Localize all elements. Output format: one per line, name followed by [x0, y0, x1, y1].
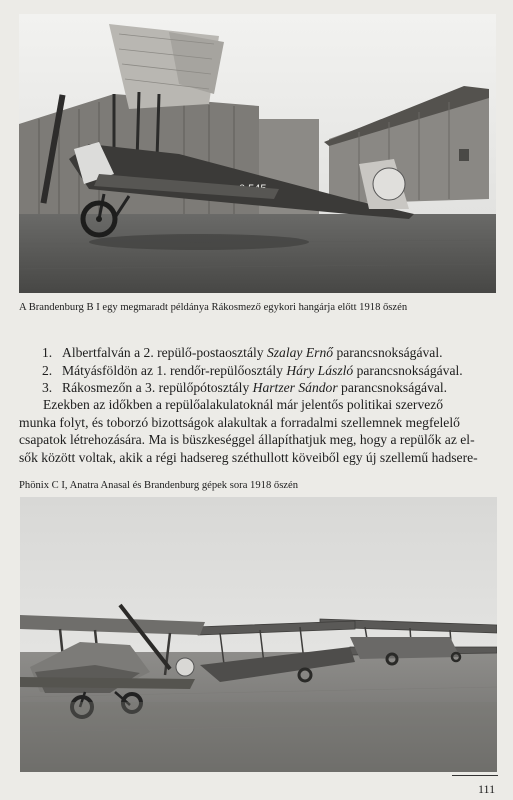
footer-rule — [452, 775, 498, 776]
paragraph-line: sők között voltak, akik a régi hadsereg széthullott köveiből egy új szellemű hadsere- — [19, 449, 478, 465]
photo-brandenburg-biplane — [19, 14, 496, 293]
list-item: 2. Mátyásföldön az 1. rendőr-repülőosztály Háry László parancsnokságával. — [42, 362, 463, 378]
figure-caption: Phönix C I, Anatra Anasal és Brandenburg gépek sora 1918 őszén — [19, 480, 299, 491]
figure-caption: A Brandenburg B I egy megmaradt példánya Rákosmező egykori hangárja előtt 1918 őszén — [19, 302, 408, 313]
body-paragraph — [19, 396, 497, 466]
paragraph-line: Ezekben az időkben a repülőalakulatoknál már jelentős politikai szervező — [43, 397, 444, 412]
paragraph-line: csapatok létrehozására. Ma is büszkeséggel állapíthatjuk meg, hogy a repülők az el- — [19, 432, 475, 447]
list-item: 1. Albertfalván a 2. repülő-postaosztály Szalay Ernő parancsnokságával. — [42, 345, 443, 360]
numbered-list — [42, 344, 463, 397]
photo-aircraft-row — [20, 497, 497, 772]
list-item: 3. Rákosmezőn a 3. repülőpótosztály Hartzer Sándor parancsnokságával. — [42, 380, 448, 395]
paragraph-line: munka folyt, és toborzó bizottságok alakultak a forradalmi szellemnek megfelelő — [19, 414, 460, 430]
page-number: 111 — [478, 782, 496, 796]
